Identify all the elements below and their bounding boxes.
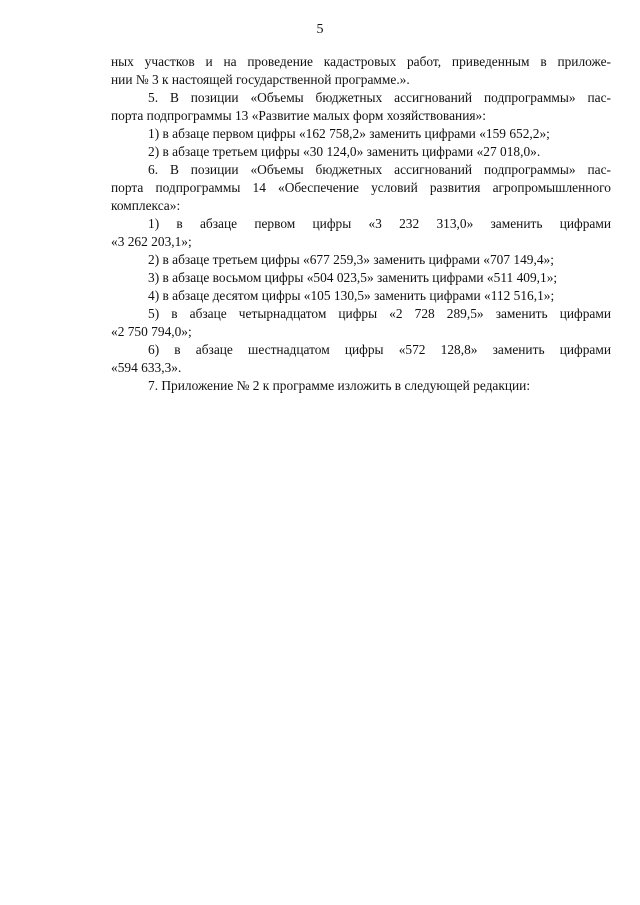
paragraph-7-line: 7. Приложение № 2 к программе изложить в следующей редакции: [148,378,531,393]
list-item: 2) в абзаце третьем цифры «677 259,3» заменить цифрами «707 149,4»; [148,252,554,267]
list-item: 5) в абзаце четырнадцатом цифры «2 728 289,5» заменить цифрами [148,306,611,321]
page-number: 5 [316,22,324,37]
list-item: 4) в абзаце десятом цифры «105 130,5» заменить цифрами «112 516,1»; [148,288,555,303]
list-item: 1) в абзаце первом цифры «3 232 313,0» заменить цифрами [148,216,611,231]
text-line: порта подпрограммы 13 «Развитие малых форм хозяйствования»: [111,108,486,123]
text-line: «3 262 203,1»; [111,234,192,249]
list-item: 6) в абзаце шестнадцатом цифры «572 128,8» заменить цифрами [148,342,611,357]
list-item: 3) в абзаце восьмом цифры «504 023,5» заменить цифрами «511 409,1»; [148,270,558,285]
paragraph-5-line: 5. В позиции «Объемы бюджетных ассигнований подпрограммы» пас- [148,90,611,105]
text-line: порта подпрограммы 14 «Обеспечение условий развития агропромышленного [111,180,611,195]
text-line: ных участков и на проведение кадастровых работ, приведенным в приложе- [111,54,611,69]
paragraph-6-line: 6. В позиции «Объемы бюджетных ассигнований подпрограммы» пас- [148,162,611,177]
text-line: «594 633,3». [111,360,182,375]
text-line: нии № 3 к настоящей государственной программе.». [111,72,410,87]
list-item: 2) в абзаце третьем цифры «30 124,0» заменить цифрами «27 018,0». [148,144,541,159]
text-line: комплекса»: [111,198,181,213]
list-item: 1) в абзаце первом цифры «162 758,2» заменить цифрами «159 652,2»; [148,126,550,141]
document-body [111,53,611,395]
text-line: «2 750 794,0»; [111,324,192,339]
